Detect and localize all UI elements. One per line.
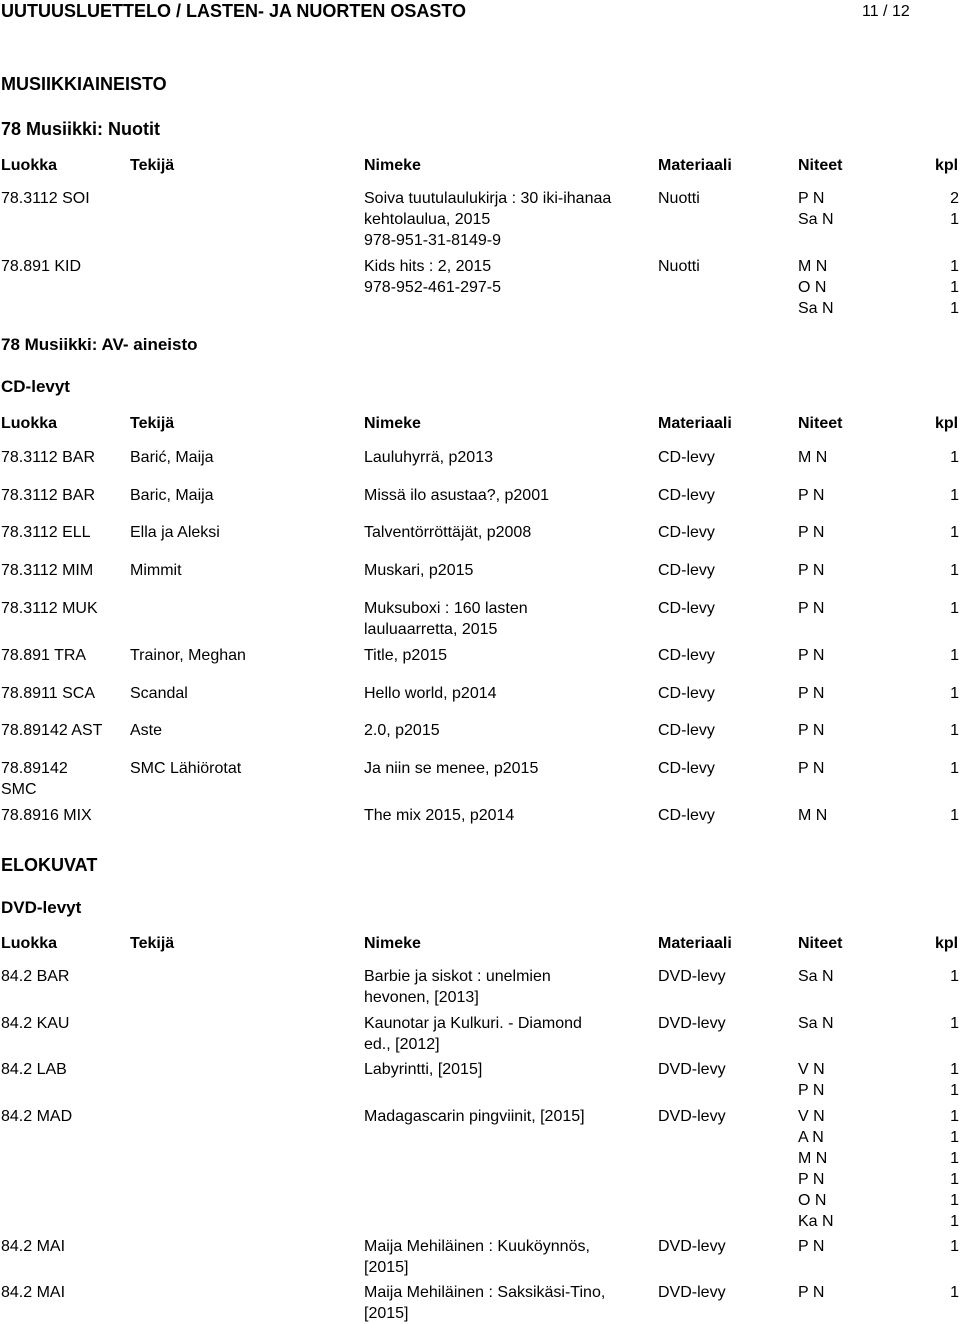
cell-nimeke: Maija Mehiläinen : Kuuköynnös,	[364, 1238, 590, 1255]
col-header-kpl: kpl	[935, 935, 959, 952]
cell-nimeke: [2015]	[364, 1259, 409, 1276]
cell-materiaali: CD-levy	[658, 722, 715, 739]
cell-nimeke: 978-952-461-297-5	[364, 279, 501, 296]
cell-nimeke: Labyrintti, [2015]	[364, 1061, 483, 1078]
cell-kpl: 1	[950, 600, 959, 617]
cell-tekija: SMC Lähiörotat	[130, 760, 242, 777]
col-header-tekija: Tekijä	[130, 415, 175, 432]
cell-nimeke: kehtolaulua, 2015	[364, 211, 491, 228]
col-header-kpl: kpl	[935, 157, 959, 174]
section-title-films: ELOKUVAT	[1, 855, 98, 875]
cell-nimeke: Kids hits : 2, 2015	[364, 258, 492, 275]
cell-materiaali: DVD-levy	[658, 1015, 726, 1032]
cell-nimeke: Soiva tuutulaulukirja : 30 iki-ihanaa	[364, 190, 612, 207]
cell-luokka: 84.2 KAU	[1, 1015, 70, 1032]
cell-nimeke: lauluaarretta, 2015	[364, 621, 498, 638]
page-title: UUTUUSLUETTELO / LASTEN- JA NUORTEN OSASTO	[1, 1, 467, 21]
cell-niteet: P N	[798, 1238, 825, 1255]
cell-niteet: Ka N	[798, 1213, 834, 1230]
cell-nimeke: [2015]	[364, 1305, 409, 1322]
cell-luokka: 78.3112 BAR	[1, 449, 95, 466]
col-header-luokka: Luokka	[1, 157, 58, 174]
cell-tekija: Scandal	[130, 685, 188, 702]
cell-niteet: M N	[798, 449, 828, 466]
cell-materiaali: CD-levy	[658, 562, 715, 579]
cell-nimeke: 2.0, p2015	[364, 722, 440, 739]
col-header-tekija: Tekijä	[130, 935, 175, 952]
cell-tekija: Baric, Maija	[130, 487, 214, 504]
cell-niteet: A N	[798, 1129, 824, 1146]
cell-niteet: M N	[798, 258, 828, 275]
col-header-luokka: Luokka	[1, 415, 58, 432]
cell-tekija: Barić, Maija	[130, 449, 214, 466]
cell-luokka: 78.891 KID	[1, 258, 82, 275]
cell-luokka: 84.2 BAR	[1, 968, 70, 985]
cell-luokka: 78.8916 MIX	[1, 807, 92, 824]
col-header-nimeke: Nimeke	[364, 157, 421, 174]
cell-nimeke: Hello world, p2014	[364, 685, 497, 702]
cell-kpl: 1	[950, 647, 959, 664]
cell-materiaali: DVD-levy	[658, 1061, 726, 1078]
cell-niteet: P N	[798, 647, 825, 664]
cell-luokka: 78.8911 SCA	[1, 685, 95, 702]
cell-luokka: 78.3112 MIM	[1, 562, 94, 579]
cell-kpl: 1	[950, 1284, 959, 1301]
cell-nimeke: Title, p2015	[364, 647, 448, 664]
cell-materiaali: Nuotti	[658, 258, 700, 275]
cell-materiaali: CD-levy	[658, 449, 715, 466]
cell-nimeke: Muskari, p2015	[364, 562, 474, 579]
col-header-kpl: kpl	[935, 415, 959, 432]
cell-niteet: P N	[798, 524, 825, 541]
col-header-niteet: Niteet	[798, 415, 843, 432]
cell-nimeke: Barbie ja siskot : unelmien	[364, 968, 551, 985]
cell-kpl: 1	[950, 1061, 959, 1078]
cell-niteet: V N	[798, 1108, 825, 1125]
cell-kpl: 1	[950, 1015, 959, 1032]
cell-materiaali: CD-levy	[658, 487, 715, 504]
col-header-nimeke: Nimeke	[364, 935, 421, 952]
cell-nimeke: 978-951-31-8149-9	[364, 232, 501, 249]
cell-materiaali: DVD-levy	[658, 968, 726, 985]
cell-niteet: P N	[798, 685, 825, 702]
cell-kpl: 1	[950, 562, 959, 579]
cell-nimeke: Muksuboxi : 160 lasten	[364, 600, 528, 617]
cell-niteet: P N	[798, 722, 825, 739]
cell-kpl: 1	[950, 807, 959, 824]
cell-nimeke: Kaunotar ja Kulkuri. - Diamond	[364, 1015, 582, 1032]
cell-kpl: 1	[950, 211, 959, 228]
cell-niteet: V N	[798, 1061, 825, 1078]
cell-materiaali: CD-levy	[658, 524, 715, 541]
cell-kpl: 1	[950, 300, 959, 317]
cell-kpl: 1	[950, 1108, 959, 1125]
cell-nimeke: Maija Mehiläinen : Saksikäsi-Tino,	[364, 1284, 606, 1301]
cell-niteet: O N	[798, 1192, 827, 1209]
cell-nimeke: Lauluhyrrä, p2013	[364, 449, 493, 466]
col-header-materiaali: Materiaali	[658, 415, 732, 432]
cell-niteet: O N	[798, 279, 827, 296]
page-number: 11 / 12	[862, 3, 910, 20]
cell-materiaali: Nuotti	[658, 190, 700, 207]
cell-niteet: P N	[798, 760, 825, 777]
cell-tekija: Mimmit	[130, 562, 182, 579]
cell-nimeke: hevonen, [2013]	[364, 989, 479, 1006]
col-header-niteet: Niteet	[798, 157, 843, 174]
cell-tekija: Trainor, Meghan	[130, 647, 246, 664]
col-header-materiaali: Materiaali	[658, 157, 732, 174]
cell-niteet: M N	[798, 1150, 828, 1167]
cell-niteet: P N	[798, 487, 825, 504]
cell-nimeke: Ja niin se menee, p2015	[364, 760, 539, 777]
cell-nimeke: Talventörröttäjät, p2008	[364, 524, 532, 541]
cell-niteet: P N	[798, 1171, 825, 1188]
cell-materiaali: CD-levy	[658, 685, 715, 702]
cell-kpl: 1	[950, 1213, 959, 1230]
subsection-title-dvd: DVD-levyt	[1, 898, 82, 917]
cell-niteet: P N	[798, 190, 825, 207]
cell-niteet: Sa N	[798, 968, 834, 985]
cell-kpl: 1	[950, 449, 959, 466]
cell-kpl: 1	[950, 487, 959, 504]
cell-luokka: 78.3112 BAR	[1, 487, 95, 504]
cell-kpl: 1	[950, 968, 959, 985]
cell-luokka: 78.3112 MUK	[1, 600, 98, 617]
cell-niteet: Sa N	[798, 300, 834, 317]
col-header-tekija: Tekijä	[130, 157, 175, 174]
col-header-nimeke: Nimeke	[364, 415, 421, 432]
cell-kpl: 1	[950, 1082, 959, 1099]
cell-kpl: 1	[950, 760, 959, 777]
cell-niteet: Sa N	[798, 1015, 834, 1032]
cell-materiaali: DVD-levy	[658, 1284, 726, 1301]
cell-luokka: SMC	[1, 781, 37, 798]
col-header-niteet: Niteet	[798, 935, 843, 952]
cell-luokka: 78.3112 ELL	[1, 524, 91, 541]
cell-kpl: 1	[950, 524, 959, 541]
section-title-music: MUSIIKKIAINEISTO	[1, 74, 167, 94]
cell-materiaali: DVD-levy	[658, 1238, 726, 1255]
cell-tekija: Ella ja Aleksi	[130, 524, 220, 541]
col-header-materiaali: Materiaali	[658, 935, 732, 952]
cell-niteet: M N	[798, 807, 828, 824]
cell-kpl: 2	[950, 190, 959, 207]
cell-nimeke: ed., [2012]	[364, 1036, 440, 1053]
cell-tekija: Aste	[130, 722, 163, 739]
cell-kpl: 1	[950, 685, 959, 702]
col-header-luokka: Luokka	[1, 935, 58, 952]
cell-luokka: 84.2 LAB	[1, 1061, 67, 1078]
cell-kpl: 1	[950, 279, 959, 296]
cell-kpl: 1	[950, 258, 959, 275]
cell-luokka: 78.89142	[1, 760, 68, 777]
cell-luokka: 78.3112 SOI	[1, 190, 90, 207]
cell-luokka: 84.2 MAD	[1, 1108, 73, 1125]
cell-niteet: P N	[798, 1082, 825, 1099]
cell-kpl: 1	[950, 1238, 959, 1255]
cell-niteet: P N	[798, 600, 825, 617]
cell-nimeke: Madagascarin pingviinit, [2015]	[364, 1108, 585, 1125]
cell-nimeke: The mix 2015, p2014	[364, 807, 515, 824]
subsection-title-cd: CD-levyt	[1, 377, 70, 396]
cell-niteet: P N	[798, 562, 825, 579]
cell-materiaali: CD-levy	[658, 600, 715, 617]
cell-luokka: 78.89142 AST	[1, 722, 103, 739]
cell-materiaali: CD-levy	[658, 807, 715, 824]
cell-luokka: 84.2 MAI	[1, 1238, 66, 1255]
cell-niteet: Sa N	[798, 211, 834, 228]
cell-materiaali: CD-levy	[658, 760, 715, 777]
subsection-title-notes: 78 Musiikki: Nuotit	[1, 119, 161, 139]
cell-luokka: 84.2 MAI	[1, 1284, 66, 1301]
cell-materiaali: DVD-levy	[658, 1108, 726, 1125]
cell-kpl: 1	[950, 1192, 959, 1209]
cell-kpl: 1	[950, 1129, 959, 1146]
cell-nimeke: Missä ilo asustaa?, p2001	[364, 487, 549, 504]
cell-kpl: 1	[950, 1150, 959, 1167]
cell-materiaali: CD-levy	[658, 647, 715, 664]
cell-niteet: P N	[798, 1284, 825, 1301]
cell-kpl: 1	[950, 1171, 959, 1188]
cell-luokka: 78.891 TRA	[1, 647, 87, 664]
cell-kpl: 1	[950, 722, 959, 739]
subsection-title-av: 78 Musiikki: AV- aineisto	[1, 335, 198, 354]
